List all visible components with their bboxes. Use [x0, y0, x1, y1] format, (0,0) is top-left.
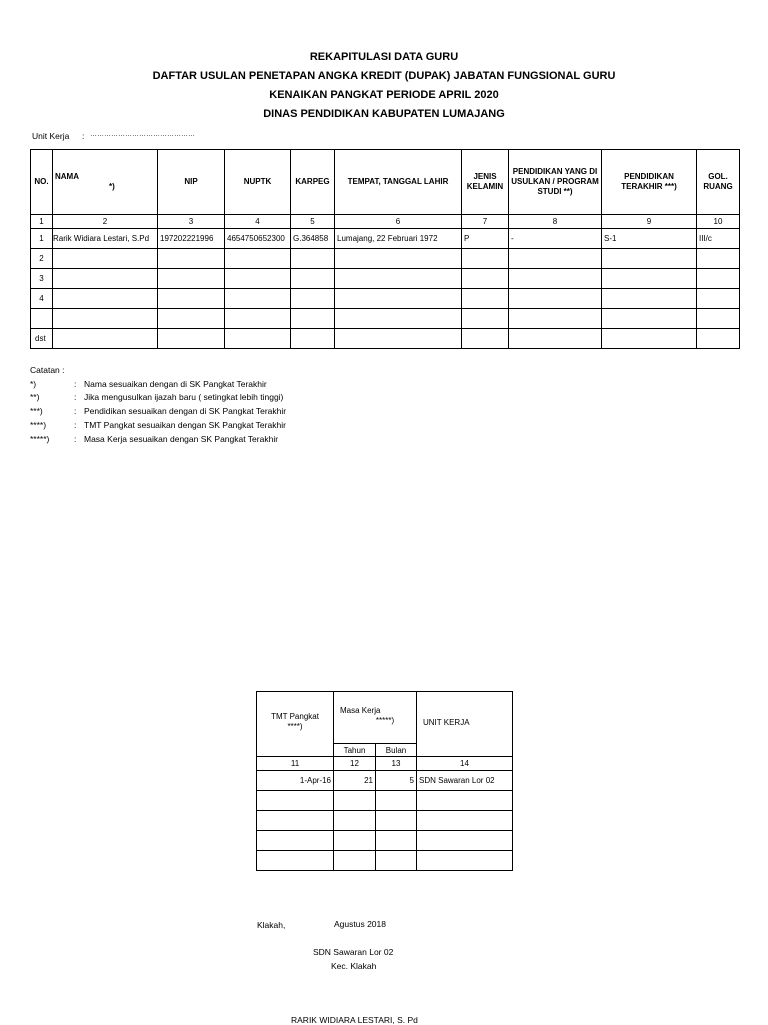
cell-nuptk: [225, 269, 291, 289]
table-row: [31, 289, 740, 309]
cell-nip: [158, 249, 225, 269]
col-number: 10: [697, 215, 740, 229]
cell-ttl: [335, 289, 462, 309]
table-row: [31, 309, 740, 329]
col-number: 11: [257, 757, 334, 771]
cell-gol: [697, 329, 740, 349]
cell-bulan: [376, 831, 417, 851]
cell-unit: [417, 811, 513, 831]
note-item: [30, 419, 286, 433]
note-key: *): [30, 378, 37, 389]
header-row: [257, 692, 513, 744]
nama-label: NAMA: [55, 172, 79, 181]
cell-jk: P: [462, 229, 509, 249]
document-title: [0, 48, 768, 124]
cell-nuptk: [225, 289, 291, 309]
cell-jk: [462, 289, 509, 309]
cell-ttl: [335, 269, 462, 289]
cell-pend-akhir: S-1: [602, 229, 697, 249]
col-header-pendidikan-terakhir: PENDIDIKAN TERAKHIR ***): [602, 150, 697, 215]
cell-ttl: [335, 309, 462, 329]
cell-nuptk: 4654750652300: [225, 229, 291, 249]
cell-bulan: [376, 851, 417, 871]
note-text: Masa Kerja sesuaikan dengan SK Pangkat Terakhir: [84, 433, 279, 444]
note-text: Jika mengusulkan ijazah baru ( setingkat lebih tinggi): [84, 392, 284, 403]
table-row: [31, 269, 740, 289]
cell-jk: [462, 309, 509, 329]
col-number: 9: [602, 215, 697, 229]
cell-bulan: [376, 811, 417, 831]
unit-kerja-label: Unit Kerja: [32, 131, 70, 141]
cell-nip: 197202221996: [158, 229, 225, 249]
unit-kerja-colon: :: [82, 131, 85, 141]
service-table: [256, 691, 513, 871]
col-header-nip: NIP: [158, 150, 225, 215]
tmt-label: TMT Pangkat: [271, 712, 319, 721]
cell-karpeg: [291, 329, 335, 349]
table-row: [257, 811, 513, 831]
col-header-bulan: Bulan: [376, 744, 417, 757]
cell-no: 4: [31, 289, 53, 309]
cell-jk: [462, 249, 509, 269]
cell-nama: [53, 309, 158, 329]
col-header-no: NO.: [31, 150, 53, 215]
col-header-nuptk: NUPTK: [225, 150, 291, 215]
table-row: [31, 229, 740, 249]
note-colon: :: [74, 406, 77, 417]
cell-bulan: [376, 791, 417, 811]
cell-nama: Rarik Widiara Lestari, S.Pd: [53, 229, 158, 249]
col-header-jenis-kelamin: JENIS KELAMIN: [462, 150, 509, 215]
column-number-row: [257, 757, 513, 771]
table-row: [257, 791, 513, 811]
cell-nuptk: [225, 249, 291, 269]
note-colon: :: [74, 378, 77, 389]
cell-pend-usul: [509, 289, 602, 309]
masa-mark: *****): [375, 716, 395, 725]
cell-nama: [53, 289, 158, 309]
cell-karpeg: G.364858: [291, 229, 335, 249]
cell-karpeg: [291, 309, 335, 329]
masa-label: Masa Kerja: [340, 706, 381, 715]
col-header-pendidikan-usul: PENDIDIKAN YANG DI USULKAN / PROGRAM STUDI **): [509, 150, 602, 215]
note-item: [30, 391, 286, 405]
cell-jk: [462, 329, 509, 349]
teacher-data-table: [30, 149, 740, 349]
note-colon: :: [74, 392, 77, 403]
unit-kerja-value: ………………………………………: [90, 131, 195, 138]
table-row: [31, 329, 740, 349]
cell-nip: [158, 309, 225, 329]
cell-pend-akhir: [602, 309, 697, 329]
notes-section: [30, 364, 286, 446]
nama-mark: *): [109, 182, 115, 191]
cell-pend-usul: [509, 269, 602, 289]
col-header-masa-kerja: [334, 692, 417, 744]
cell-bulan: 5: [376, 771, 417, 791]
col-header-ttl: TEMPAT, TANGGAL LAHIR: [335, 150, 462, 215]
cell-no: [31, 309, 53, 329]
cell-no: dst: [31, 329, 53, 349]
cell-unit: [417, 831, 513, 851]
cell-tmt: [257, 791, 334, 811]
col-number: 7: [462, 215, 509, 229]
cell-gol: III/c: [697, 229, 740, 249]
cell-tmt: [257, 811, 334, 831]
cell-unit: [417, 791, 513, 811]
title-line-4: DINAS PENDIDIKAN KABUPATEN LUMAJANG: [263, 108, 505, 120]
cell-gol: [697, 269, 740, 289]
col-number: 5: [291, 215, 335, 229]
col-header-karpeg: KARPEG: [291, 150, 335, 215]
note-colon: :: [74, 433, 77, 444]
cell-tmt: [257, 851, 334, 871]
cell-nip: [158, 289, 225, 309]
cell-pend-akhir: [602, 249, 697, 269]
cell-unit: SDN Sawaran Lor 02: [417, 771, 513, 791]
cell-pend-akhir: [602, 289, 697, 309]
note-text: Nama sesuaikan dengan di SK Pangkat Terakhir: [84, 378, 267, 389]
cell-gol: [697, 289, 740, 309]
note-key: ****): [30, 419, 47, 430]
note-item: [30, 433, 286, 447]
col-number: 3: [158, 215, 225, 229]
table-row: [31, 249, 740, 269]
note-item: [30, 378, 286, 392]
cell-gol: [697, 249, 740, 269]
cell-nip: [158, 269, 225, 289]
col-number: 13: [376, 757, 417, 771]
title-line-2: DAFTAR USULAN PENETAPAN ANGKA KREDIT (DUPAK) JABATAN FUNGSIONAL GURU: [152, 70, 616, 82]
col-number: 8: [509, 215, 602, 229]
cell-unit: [417, 851, 513, 871]
col-header-nama: [53, 150, 158, 215]
notes-title: Catatan :: [30, 365, 65, 375]
column-number-row: [31, 215, 740, 229]
note-text: Pendidikan sesuaikan dengan di SK Pangkat Terakhir: [84, 406, 287, 417]
cell-tahun: [334, 791, 376, 811]
col-number: 12: [334, 757, 376, 771]
cell-karpeg: [291, 269, 335, 289]
cell-karpeg: [291, 289, 335, 309]
cell-tahun: [334, 851, 376, 871]
note-key: **): [30, 392, 40, 403]
col-number: 2: [53, 215, 158, 229]
col-header-tmt-pangkat: [257, 692, 334, 757]
cell-no: 2: [31, 249, 53, 269]
cell-ttl: Lumajang, 22 Februari 1972: [335, 229, 462, 249]
note-key: *****): [30, 433, 50, 444]
note-text: TMT Pangkat sesuaikan dengan SK Pangkat Terakhir: [84, 419, 286, 430]
col-header-gol-ruang: GOL. RUANG: [697, 150, 740, 215]
cell-pend-akhir: [602, 269, 697, 289]
signature-district: Kec. Klakah: [331, 961, 377, 971]
cell-ttl: [335, 249, 462, 269]
col-header-unit-kerja: UNIT KERJA: [417, 692, 513, 757]
cell-nama: [53, 249, 158, 269]
cell-nuptk: [225, 329, 291, 349]
cell-pend-usul: [509, 329, 602, 349]
signature-date: Agustus 2018: [334, 919, 386, 929]
table-row: [257, 851, 513, 871]
cell-tmt: [257, 831, 334, 851]
signature-school: SDN Sawaran Lor 02: [313, 947, 394, 957]
note-key: ***): [30, 406, 43, 417]
cell-no: 1: [31, 229, 53, 249]
cell-pend-usul: -: [509, 229, 602, 249]
col-number: 1: [31, 215, 53, 229]
tmt-mark: ****): [287, 722, 303, 731]
cell-gol: [697, 309, 740, 329]
cell-pend-usul: [509, 309, 602, 329]
cell-pend-usul: [509, 249, 602, 269]
cell-nuptk: [225, 309, 291, 329]
col-header-tahun: Tahun: [334, 744, 376, 757]
note-item: [30, 405, 286, 419]
cell-jk: [462, 269, 509, 289]
cell-tahun: 21: [334, 771, 376, 791]
cell-no: 3: [31, 269, 53, 289]
cell-ttl: [335, 329, 462, 349]
table-row: [257, 771, 513, 791]
cell-nip: [158, 329, 225, 349]
col-number: 4: [225, 215, 291, 229]
cell-tahun: [334, 831, 376, 851]
note-colon: :: [74, 419, 77, 430]
signature-place: Klakah,: [257, 920, 286, 930]
col-number: 6: [335, 215, 462, 229]
cell-nama: [53, 329, 158, 349]
title-line-3: KENAIKAN PANGKAT PERIODE APRIL 2020: [269, 89, 499, 101]
signature-name: RARIK WIDIARA LESTARI, S. Pd: [291, 1015, 418, 1025]
cell-tahun: [334, 811, 376, 831]
cell-nama: [53, 269, 158, 289]
table-row: [257, 831, 513, 851]
header-row: [31, 150, 740, 215]
cell-pend-akhir: [602, 329, 697, 349]
title-line-1: REKAPITULASI DATA GURU: [309, 51, 459, 63]
cell-tmt: 1-Apr-16: [257, 771, 334, 791]
cell-karpeg: [291, 249, 335, 269]
col-number: 14: [417, 757, 513, 771]
